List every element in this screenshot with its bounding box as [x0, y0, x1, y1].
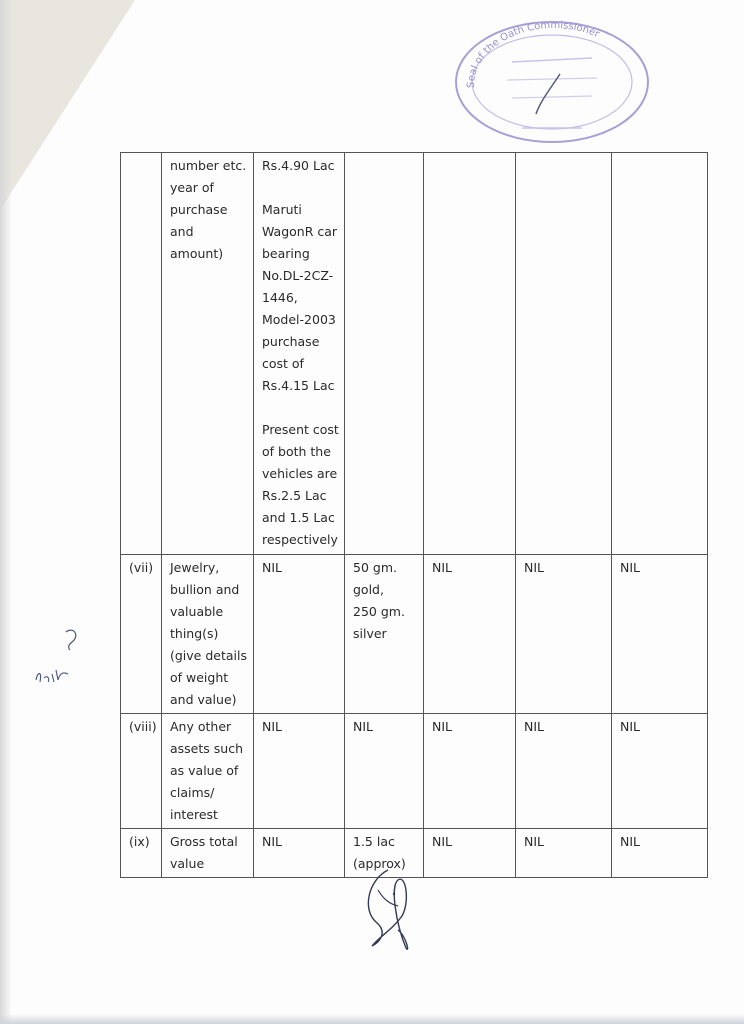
- asset-value-cell: NIL: [516, 555, 612, 714]
- handwritten-margin-note: [30, 622, 90, 692]
- asset-description: Jewelry, bullion and valuable thing(s) (give details of weight and value): [162, 555, 254, 714]
- asset-value-cell: NIL: [254, 555, 345, 714]
- table-row: [121, 153, 708, 555]
- asset-value-cell: [424, 153, 516, 555]
- asset-value-cell: NIL: [424, 555, 516, 714]
- present-cost-text: Present cost of both the vehicles are Rs.2.5 Lac and 1.5 Lac respectively: [262, 422, 339, 547]
- asset-value-cell: [612, 153, 708, 555]
- serial-number: (vii): [121, 555, 162, 714]
- page-fold-corner: [0, 0, 135, 210]
- serial-number: (ix): [121, 829, 162, 878]
- asset-value-cell: NIL: [424, 829, 516, 878]
- serial-number: (viii): [121, 714, 162, 829]
- asset-value-cell: NIL: [612, 829, 708, 878]
- asset-value-cell: [516, 153, 612, 555]
- table-row: [121, 714, 708, 829]
- asset-value-cell: 1.5 lac (approx): [345, 829, 424, 878]
- asset-value-cell: NIL: [345, 714, 424, 829]
- vehicle-details-text: Maruti WagonR car bearing No.DL-2CZ- 1446, Model-2003 purchase cost of Rs.4.15 Lac: [262, 202, 338, 393]
- asset-description: number etc. year of purchase and amount): [162, 153, 254, 555]
- asset-value-cell: NIL: [254, 714, 345, 829]
- asset-value-cell: NIL: [254, 829, 345, 878]
- oath-commissioner-seal: [452, 10, 652, 150]
- seal-text: Seal of the Oath Commissioner: [465, 19, 601, 89]
- serial-number: [121, 153, 162, 555]
- asset-value-cell: NIL: [516, 829, 612, 878]
- page-edge-shadow: [0, 0, 12, 1024]
- page-bottom-edge: [0, 1014, 744, 1024]
- asset-description: Any other assets such as value of claims/ interest: [162, 714, 254, 829]
- asset-value-cell: [254, 153, 345, 555]
- vehicle-value-text: Rs.4.90 Lac: [262, 158, 335, 173]
- signature: [358, 860, 428, 960]
- asset-value-cell: 50 gm. gold, 250 gm. silver: [345, 555, 424, 714]
- asset-value-cell: NIL: [516, 714, 612, 829]
- asset-description: Gross total value: [162, 829, 254, 878]
- asset-value-cell: NIL: [424, 714, 516, 829]
- asset-value-cell: NIL: [612, 555, 708, 714]
- asset-value-cell: [345, 153, 424, 555]
- asset-value-cell: NIL: [612, 714, 708, 829]
- assets-table: [120, 152, 708, 878]
- table-row: [121, 555, 708, 714]
